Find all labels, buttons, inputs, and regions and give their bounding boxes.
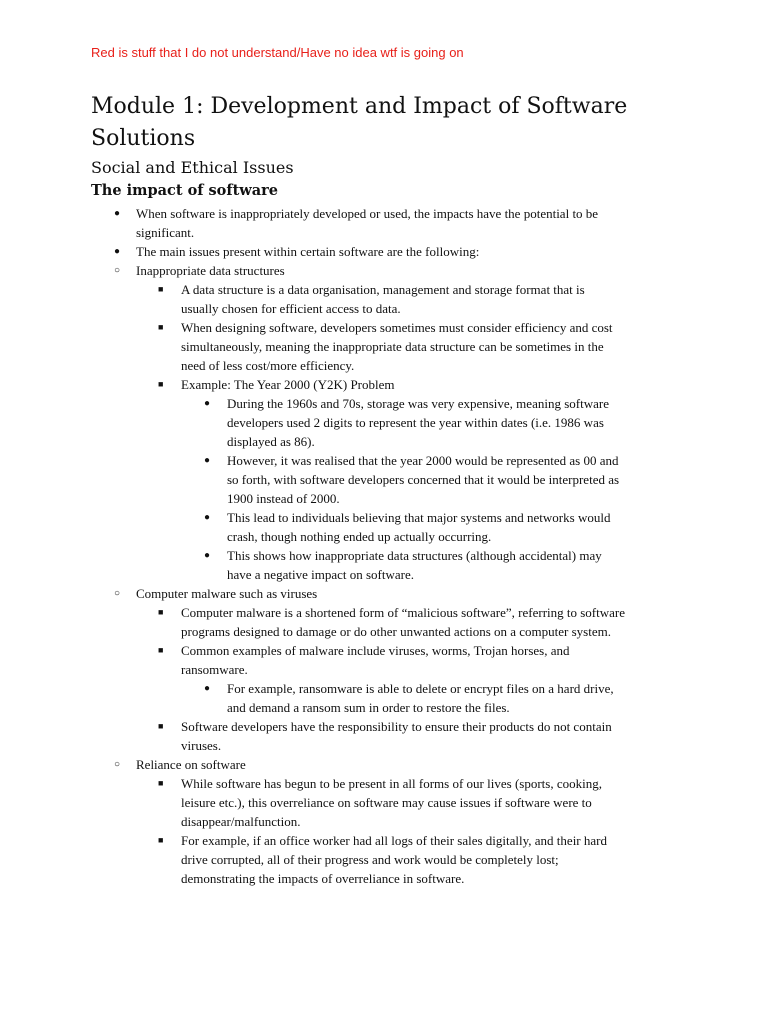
- list-item: ● However, it was realised that the year 2000 would be represented as 00 and so forth, with software developers concerned that it would be interpreted as 1900 instead of 2000.: [204, 453, 620, 506]
- list-item: ■ When designing software, developers sometimes must consider efficiency and cost simultaneously, meaning the inappropriate data structure can be sometimes in the need of less cost/more efficiency.: [158, 320, 613, 373]
- list-item: ● When software is inappropriately developed or used, the impacts have the potential to be significant.: [114, 206, 599, 240]
- list-item: ■ Common examples of malware include viruses, worms, Trojan horses, and ransomware.: [158, 643, 570, 677]
- bullet-square-icon: ■: [158, 379, 164, 389]
- list-item: ● This lead to individuals believing that major systems and networks would crash, though nothing ended up actually occurring.: [204, 510, 611, 544]
- bullet-dot-icon: ●: [204, 550, 211, 561]
- bullet-dot-icon: ●: [204, 512, 211, 523]
- list-item: ○ Reliance on software: [114, 757, 246, 772]
- bullet-square-icon: ■: [158, 322, 164, 332]
- bullet-dot-icon: ●: [114, 208, 121, 219]
- bullet-list: [0, 204, 768, 888]
- bullet-dot-icon: ●: [204, 683, 211, 694]
- list-item: ● The main issues present within certain software are the following:: [114, 244, 480, 259]
- list-item: ● For example, ransomware is able to delete or encrypt files on a hard drive, and demand a ransom sum in order to restore the files.: [204, 681, 614, 715]
- list-item: ○ Computer malware such as viruses: [114, 586, 318, 601]
- page-title-line: Solutions: [91, 126, 196, 151]
- list-item: ■ Software developers have the responsibility to ensure their products do not contain viruses.: [158, 719, 612, 753]
- bullet-circle-icon: ○: [114, 759, 121, 770]
- list-item: ● This shows how inappropriate data structures (although accidental) may have a negative impact on software.: [204, 548, 602, 582]
- bullet-square-icon: ■: [158, 835, 164, 845]
- page-title: [91, 91, 651, 155]
- bullet-square-icon: ■: [158, 284, 164, 294]
- page-title-line: Module 1: Development and Impact of Software: [91, 94, 628, 119]
- section-heading: Social and Ethical Issues: [91, 158, 294, 177]
- bullet-dot-icon: ●: [204, 455, 211, 466]
- bullet-square-icon: ■: [158, 645, 164, 655]
- bullet-dot-icon: ●: [114, 246, 121, 257]
- list-item: ■ While software has begun to be present in all forms of our lives (sports, cooking, leisure etc.), this overreliance on software may cause issues if software were to disappear/malfunction.: [158, 776, 602, 829]
- bullet-circle-icon: ○: [114, 588, 121, 599]
- list-item: ■ Computer malware is a shortened form of “malicious software”, referring to software programs designed to damage or do other unwanted actions on a computer system.: [158, 605, 626, 639]
- subsection-heading: The impact of software: [91, 182, 279, 199]
- bullet-square-icon: ■: [158, 607, 164, 617]
- list-item: ● During the 1960s and 70s, storage was very expensive, meaning software developers used 2 digits to represent the year within dates (i.e. 1986 was displayed as 86).: [204, 396, 609, 449]
- list-item: ■ A data structure is a data organisation, management and storage format that is usually chosen for efficient access to data.: [158, 282, 585, 316]
- bullet-circle-icon: ○: [114, 265, 121, 276]
- list-item: ■ Example: The Year 2000 (Y2K) Problem: [158, 377, 395, 392]
- bullet-dot-icon: ●: [204, 398, 211, 409]
- bullet-square-icon: ■: [158, 778, 164, 788]
- bullet-square-icon: ■: [158, 721, 164, 731]
- legend-note: Red is stuff that I do not understand/Have no idea wtf is going on: [91, 45, 464, 60]
- list-item: ■ For example, if an office worker had all logs of their sales digitally, and their hard drive corrupted, all of their progress and work would be completely lost; demonstrating the impacts of overreliance in software.: [158, 833, 607, 886]
- list-item: ○ Inappropriate data structures: [114, 263, 285, 278]
